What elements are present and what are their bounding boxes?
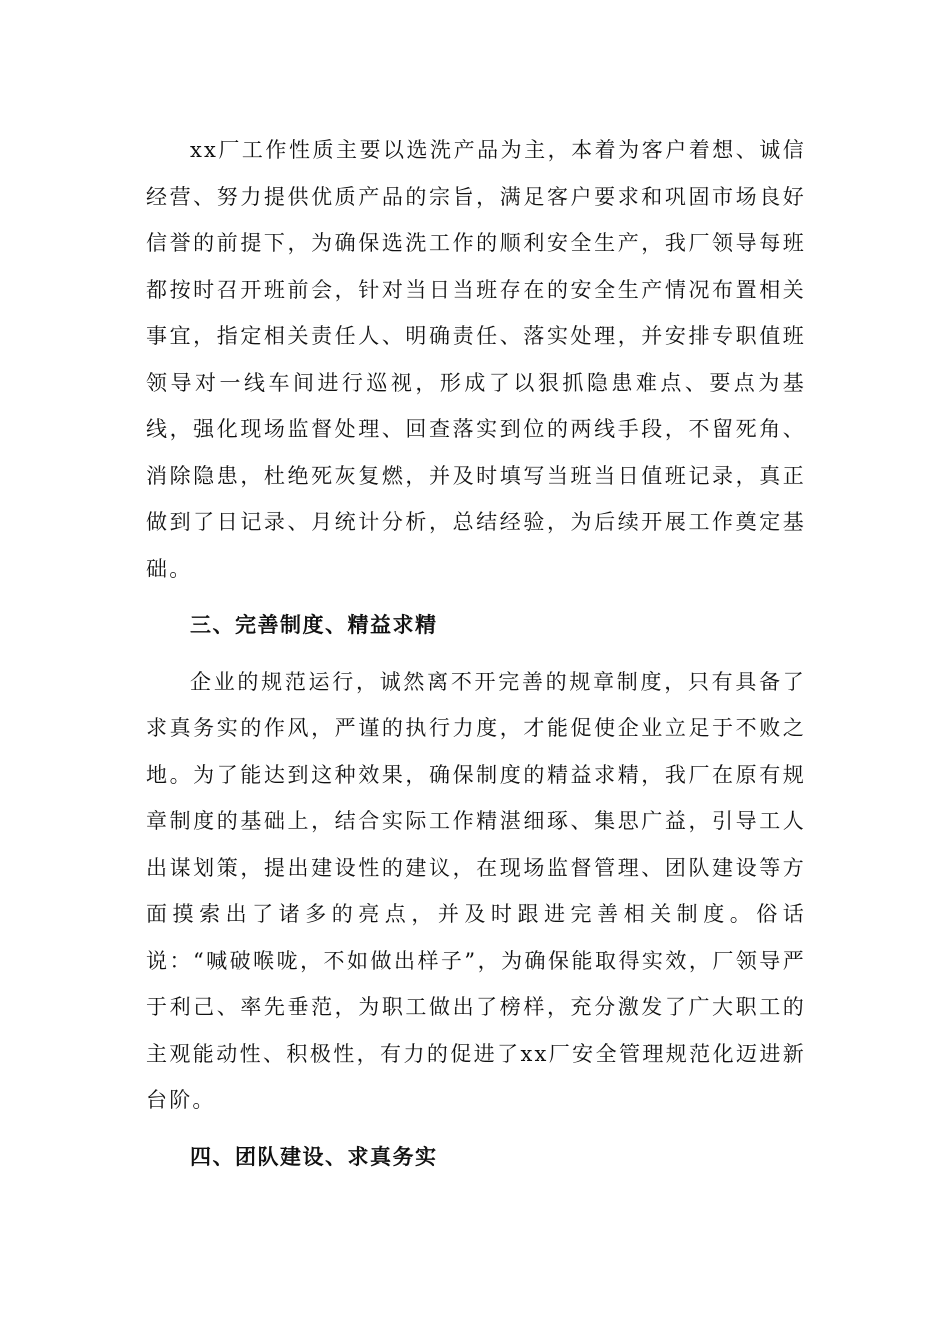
spacer	[146, 649, 806, 659]
paragraph-regulations: 企业的规范运行，诚然离不开完善的规章制度，只有具备了求真务实的作风，严谨的执行力度，才能促使企业立足于不败之地。为了能达到这种效果，确保制度的精益求精，我厂在原有规章制度的基础上，结合实际工作精湛细琢、集思广益，引导工人出谋划策，提出建设性的建议，在现场监督管理、团队建设等方面摸索出了诸多的亮点，并及时跟进完善相关制度。俗话说：“喊破喉咙，不如做出样子”，为确保能取得实效，厂领导严于利己、率先垂范，为职工做出了榜样，充分激发了广大职工的主观能动性、积极性，有力的促进了xx厂安全管理规范化迈进新台阶。	[146, 669, 806, 1112]
section-heading-4: 四、团队建设、求真务实	[190, 1143, 438, 1169]
section-heading-3: 三、完善制度、精益求精	[190, 612, 438, 637]
spacer	[146, 592, 806, 602]
paragraph-safety-shift: xx厂工作性质主要以选洗产品为主，本着为客户着想、诚信经营、努力提供优质产品的宗旨，满足客户要求和巩固市场良好信誉的前提下，为确保选洗工作的顺利安全生产，我厂领导每班都按时召开班前会，针对当日当班存在的安全生产情况布置相关事宜，指定相关责任人、明确责任、落实处理，并安排专职值班领导对一线车间进行巡视，形成了以狠抓隐患难点、要点为基线，强化现场监督处理、回查落实到位的两线手段，不留死角、消除隐患，杜绝死灰复燃，并及时填写当班当日值班记录，真正做到了日记录、月统计分析，总结经验，为后续开展工作奠定基础。	[146, 138, 806, 581]
document-body	[146, 127, 806, 1180]
spacer	[146, 1124, 806, 1134]
